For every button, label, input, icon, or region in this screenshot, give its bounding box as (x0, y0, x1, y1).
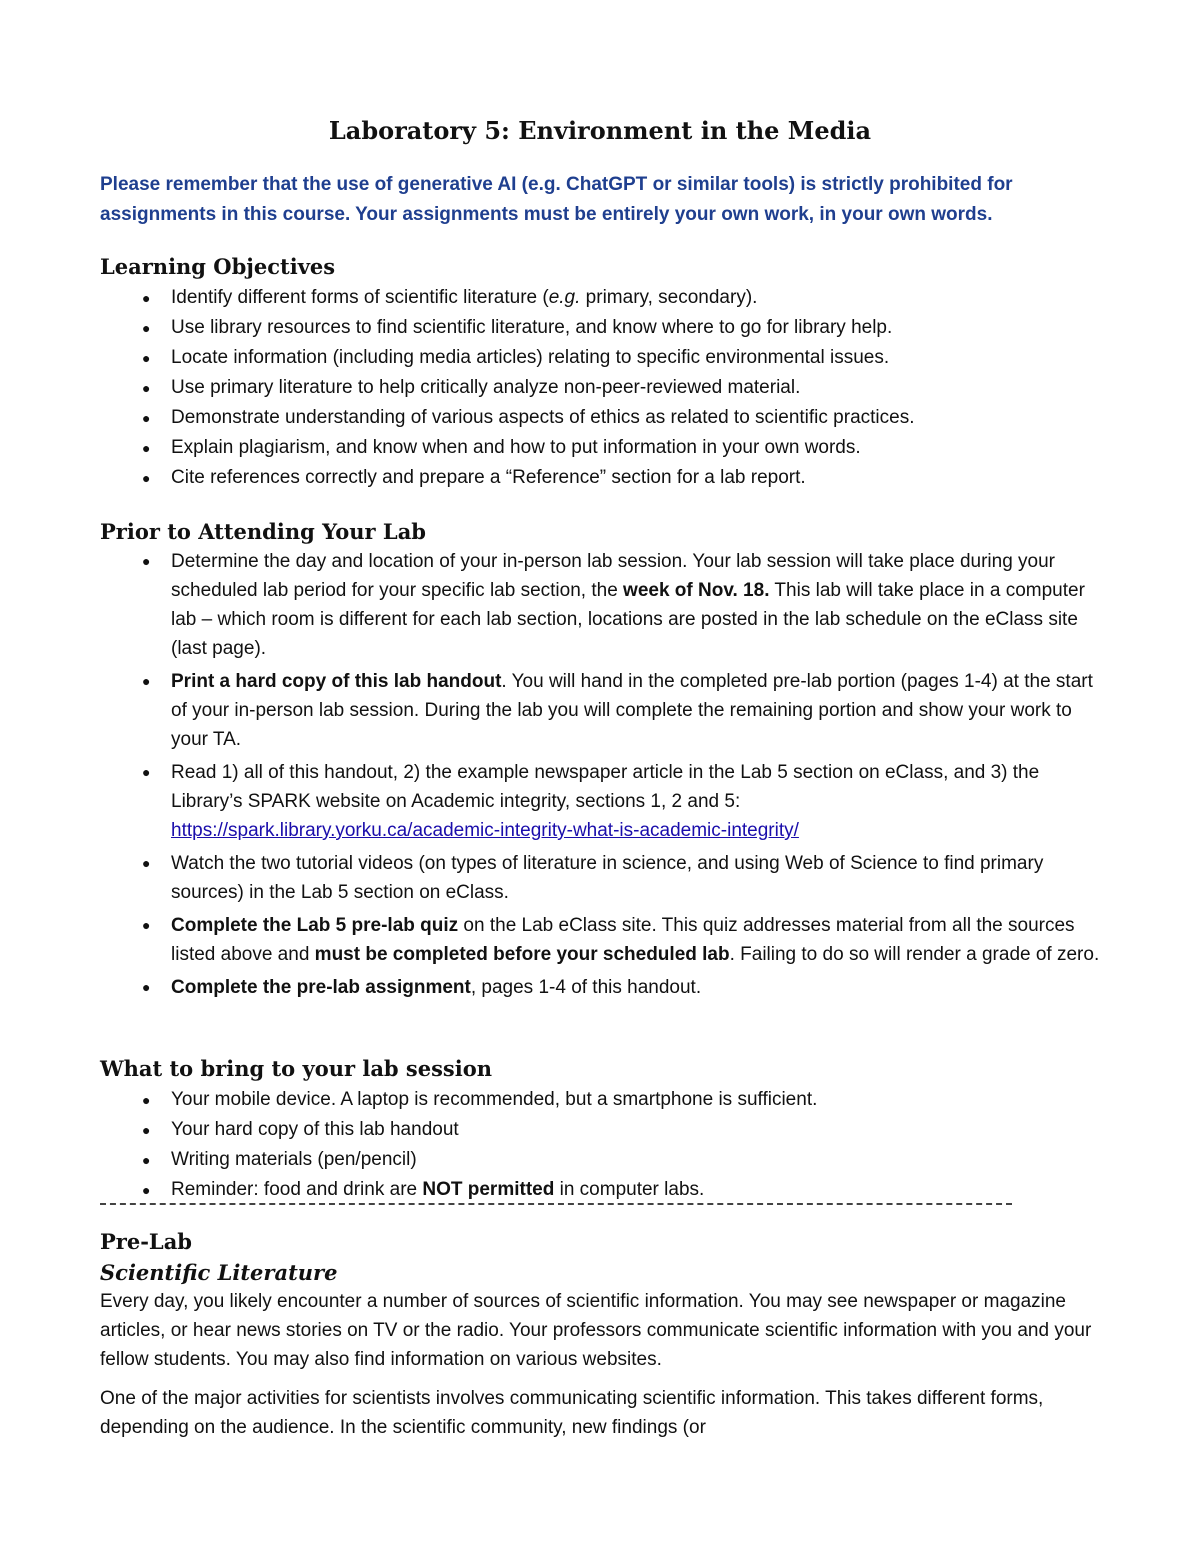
bullet-icon: ● (142, 440, 151, 456)
list-item: ● Your mobile device. A laptop is recommended, but a smartphone is sufficient. (100, 1085, 1110, 1115)
list-item: ● Read 1) all of this handout, 2) the example newspaper article in the Lab 5 section on eClass, and 3) the Library’s SPARK website on Academic integrity, sections 1, 2 and 5: https://spark.library.yorku.ca/academic-integrity-what-is-academic-integrity/ (100, 758, 1110, 845)
bullet-icon: ● (142, 1182, 151, 1198)
bullet-icon: ● (142, 1122, 151, 1138)
learning-objectives-heading: Learning Objectives (100, 254, 336, 279)
scientific-literature-subheading: Scientific Literature (100, 1260, 338, 1285)
bullet-icon: ● (142, 855, 151, 871)
what-to-bring-list (100, 1085, 1110, 1205)
bullet-icon: ● (142, 673, 151, 689)
list-item: ● Complete the pre-lab assignment, pages 1-4 of this handout. (100, 973, 1110, 1002)
spark-website-link[interactable]: https://spark.library.yorku.ca/academic-integrity-what-is-academic-integrity/ (171, 820, 799, 841)
bullet-icon: ● (142, 917, 151, 933)
list-item: ● Locate information (including media articles) relating to specific environmental issues. (100, 343, 1110, 373)
what-to-bring-heading: What to bring to your lab session (100, 1056, 493, 1081)
list-item: ● Your hard copy of this lab handout (100, 1115, 1110, 1145)
bullet-icon: ● (142, 380, 151, 396)
prior-to-lab-list (100, 547, 1110, 1006)
list-item: ● Determine the day and location of your in-person lab session. Your lab session will take place during your scheduled lab period for your specific lab section, the week of Nov. 18. This lab will take place in a computer lab – which room is different for each lab section, locations are posted in the lab schedule on the eClass site (last page). (100, 547, 1110, 663)
bullet-icon: ● (142, 979, 151, 995)
section-divider (100, 1203, 1012, 1205)
list-item: ● Explain plagiarism, and know when and how to put information in your own words. (100, 433, 1110, 463)
list-item: ● Complete the Lab 5 pre-lab quiz on the Lab eClass site. This quiz addresses material from all the sources listed above and must be completed before your scheduled lab. Failing to do so will render a grade of zero. (100, 911, 1110, 969)
bullet-icon: ● (142, 290, 151, 306)
bullet-icon: ● (142, 410, 151, 426)
list-item: ● Identify different forms of scientific literature (e.g. primary, secondary). (100, 283, 1110, 313)
list-item: ● Cite references correctly and prepare a “Reference” section for a lab report. (100, 463, 1110, 493)
list-item: ● Use primary literature to help critically analyze non-peer-reviewed material. (100, 373, 1110, 403)
list-item: ● Watch the two tutorial videos (on types of literature in science, and using Web of Science to find primary sources) in the Lab 5 section on eClass. (100, 849, 1110, 907)
bullet-icon: ● (142, 764, 151, 780)
learning-objectives-list (100, 283, 1110, 493)
list-item: ● Demonstrate understanding of various aspects of ethics as related to scientific practices. (100, 403, 1110, 433)
bullet-icon: ● (142, 1092, 151, 1108)
prior-to-lab-heading: Prior to Attending Your Lab (100, 519, 426, 544)
bullet-icon: ● (142, 470, 151, 486)
bullet-icon: ● (142, 1152, 151, 1168)
bullet-icon: ● (142, 320, 151, 336)
list-item: ● Print a hard copy of this lab handout. You will hand in the completed pre-lab portion (pages 1-4) at the start of your in-person lab session. During the lab you will complete the remaining portion and show your work to your TA. (100, 667, 1110, 754)
list-item: ● Writing materials (pen/pencil) (100, 1145, 1110, 1175)
document-title: Laboratory 5: Environment in the Media (328, 116, 872, 145)
bullet-icon: ● (142, 350, 151, 366)
prelab-paragraph: Every day, you likely encounter a number of sources of scientific information. You may see newspaper or magazine articles, or hear news stories on TV or the radio. Your professors communicate scientific information with you and your fellow students. You may also find information on various websites. (100, 1291, 1092, 1370)
ai-policy-notice: Please remember that the use of generative AI (e.g. ChatGPT or similar tools) is strictly prohibited for assignments in this course. Your assignments must be entirely your own work, in your own words. (100, 174, 1013, 225)
list-item: ● Reminder: food and drink are NOT permitted in computer labs. (100, 1175, 1110, 1205)
prelab-paragraph: One of the major activities for scientists involves communicating scientific information. This takes different forms, depending on the audience. In the scientific community, new findings (or (100, 1388, 1044, 1438)
list-item: ● Use library resources to find scientific literature, and know where to go for library help. (100, 313, 1110, 343)
prelab-heading: Pre-Lab (100, 1229, 192, 1254)
bullet-icon: ● (142, 553, 151, 569)
